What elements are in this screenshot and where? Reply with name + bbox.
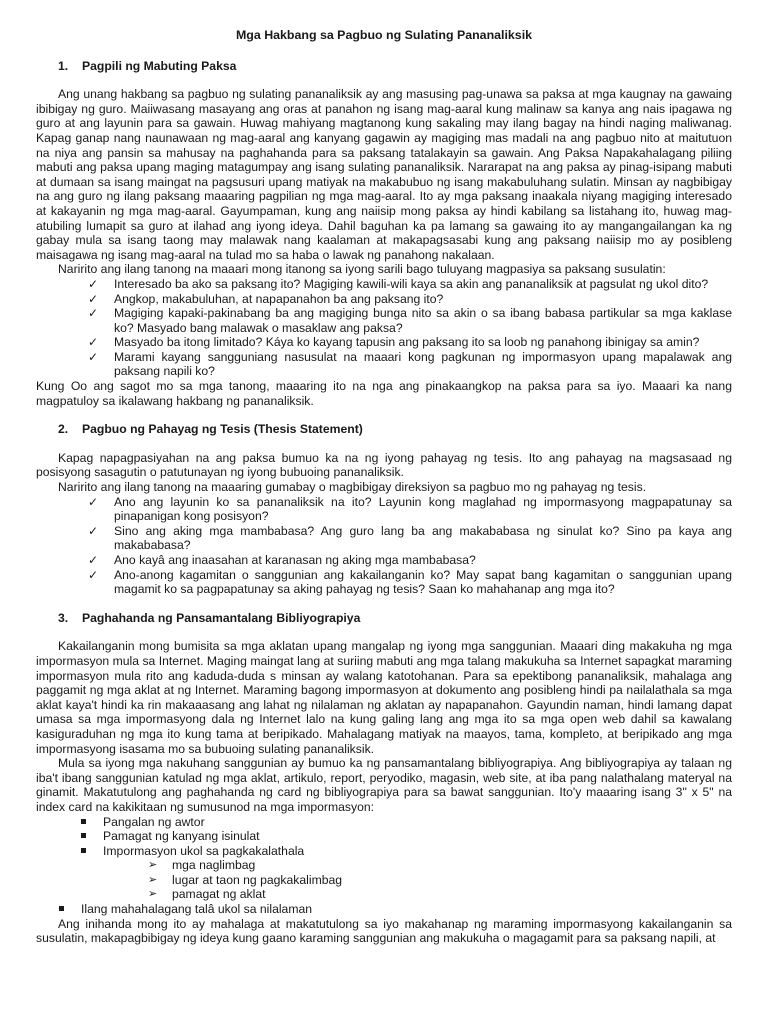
section-3-intro: Kakailanganin mong bumisita sa mga aklatan upang mangalap ng iyong mga sanggunian. Maaari ding makakuha ng mga impormasyon mula sa Internet. Maging maingat lang at suriing mabuti ang mga talang makukuha sa Internet sapagkat maraming impormasyon mula rito ang kaduda-duda s minsan ay walang katotohanan. Para sa epektibong pananaliksik, mahalaga ang paggamit ng mga aklat at ng Internet. Maraming bagong impormasyon at dokumento ang posibleng hindi pa nailalathala sa mga aklat kaya't hindi ka rin makaaasang ang lahat ng nilalaman ng aklatan ay napapanahon. Gayundin naman, hindi lamang dapat umasa sa mga impormasyong dala ng Internet lalo na kung galing lang ang mga ito sa mga open web dahil sa kawalang kasiguraduhan ng mga ito kung tama at beripikado. Mahalagang matiyak na maayos, tama, kompleto, at beripikado ang mga impormasyong isasama mo sa bubuoing sulating pananaliksik.	[36, 639, 732, 756]
section-1-heading	[36, 59, 732, 74]
list-item: Pangalan ng awtor	[103, 815, 732, 830]
section-number: 3.	[58, 610, 69, 625]
list-item: ✓ Sino ang aking mga mambabasa? Ang guro lang ba ang makababasa ng sinulat ko? Sino pa kaya ang makababasa?	[88, 523, 732, 553]
checkmark-icon: ✓	[88, 291, 99, 306]
section-title: Paghahanda ng Pansamantalang Bibliyograpiya	[82, 610, 361, 625]
list-item: Impormasyon ukol sa pagkakalathala	[103, 844, 732, 859]
list-item: ✓ Marami kayang sangguniang nasusulat na maaari kong pagkunan ng impormasyon upang mapalawak ang paksang napili ko?	[88, 349, 732, 379]
checkmark-icon: ✓	[88, 276, 99, 291]
checkmark-icon: ✓	[88, 567, 99, 582]
arrow-bullet-icon: ➢	[148, 888, 158, 901]
section-3-subbullets	[36, 858, 732, 902]
section-number: 2.	[58, 422, 69, 437]
section-1-closing: Kung Oo ang sagot mo sa mga tanong, maaaring ito na nga ang pinakaangkop na paksa para sa iyo. Maaari ka nang magpatuloy sa ikalawang hakbang ng pananaliksik.	[36, 379, 732, 408]
section-title: Pagbuo ng Pahayag ng Tesis (Thesis Statement)	[82, 422, 363, 437]
checkmark-icon: ✓	[88, 349, 99, 364]
section-3-bullets-last	[36, 902, 732, 917]
section-1-lead: Naririto ang ilang tanong na maaari mong itanong sa iyong sarili bago tuluyang magpasiya sa paksang susulatin:	[58, 262, 666, 277]
list-item: ✓ Angkop, makabuluhan, at napapanahon ba ang paksang ito?	[88, 291, 444, 306]
section-2-intro: Kapag napagpasiyahan na ang paksa bumuo ka na ng iyong pahayag ng tesis. Ito ang pahayag na magsasaad ng posisyong sasagutin o patutunayan ng iyong bubuoing pananaliksik.	[36, 450, 732, 480]
section-3-closing: Ang inihanda mong ito ay mahalaga at makatutulong sa iyo makahanap ng maraming impormasyong kakailanganin sa susulatin, makapagbibigay ng ideya kung gaano karaming sanggunian ang makukuha o magagamit para sa paksang napili, at	[36, 916, 732, 946]
list-item: ✓ Ano kayâ ang inaasahan at karanasan ng aking mga mambabasa?	[88, 553, 476, 567]
section-1-intro: Ang unang hakbang sa pagbuo ng sulating pananaliksik ay ang masusing pag-unawa sa paksa at mga kaugnay na gawaing ibibigay ng guro. Maiiwasang masayang ang oras at panahon ng isang mag-aaral kung malinaw sa kanya ang nais ipagawa ng guro at ang layunin para sa gawain. Huwag mahiyang magtanong kung sakaling may ilang bagay na hindi naging maliwanag. Kapag ganap nang naunawaan ng mag-aaral ang kanyang gagawin ay magiging mas madali na ang pagbuo nito at maitutuon na niya ang pansin sa mahusay na paghahanda para sa paksang tatalakayin sa gawain. Ang Paksa Napakahalagang piliing mabuti ang paksa upang maging matagumpay ang isang sulating pananaliksik. Nararapat na ang paksa ay pinag-isipang mabuti at dumaan sa isang maingat na pagsusuri upang matiyak na makabubuo ng isang makabuluhang sulatin. Minsan ay nagbibigay na ang guro ng ilang paksang maaaring pagpilian ng mga mag-aaral. Ito ay mga paksang inaakala niyang magiging interesado at kakayanin ng mga mag-aaral. Gayumpaman, kung ang naiisip mong paksa ay hindi kabilang sa listahang ito, huwag mag-atubiling lumapit sa guro at ilahad ang iyong ideya. Dahil baguhan ka pa lamang sa gawaing ito ay mangangailangan ka ng gabay mula sa isang taong may malawak nang kaalaman at makapagsasabi kung ang paksang naiisip mo ay posibleng maisagawa ng isang mag-aaral na tulad mo sa haba o lawak ng panahong nakalaan.	[36, 87, 732, 262]
list-item: ➢ lugar at taon ng pagkakalimbag	[148, 872, 343, 887]
list-item: Ilang mahahalagang talâ ukol sa nilalaman	[81, 902, 732, 917]
square-bullet-icon	[59, 906, 64, 911]
list-item: ➢ mga naglimbag	[148, 858, 256, 873]
list-item: ✓ Ano ang layunin ko sa pananaliksik na ito? Layunin kong maglahad ng impormasyong magpapatunay sa pinapanigan kong posisyon?	[88, 494, 732, 524]
section-2-heading	[36, 422, 732, 437]
list-item: ✓ Magiging kapaki-pakinabang ba ang magiging bunga nito sa akin o sa ibang babasa partikular sa mga kaklase ko? Masyado bang malawak o masaklaw ang paksa?	[88, 306, 732, 335]
checkmark-icon: ✓	[88, 306, 99, 321]
section-3-lead: Mula sa iyong mga nakuhang sanggunian ay bumuo ka ng pansamantalang bibliyograpiya. Ang bibliyograpiya ay talaan ng iba't ibang sanggunian katulad ng mga aklat, artikulo, report, peryodiko, magasin, web site, at iba pang nalathalang materyal na ginamit. Makatutulong ang paghahanda ng card ng bibliyograpiya para sa bawat sanggunian. Ito'y maaaring isang 3" x 5" na index card na kakikitaan ng sumusunod na mga impormasyon:	[36, 756, 732, 814]
document-title: Mga Hakbang sa Pagbuo ng Sulating Pananaliksik	[235, 28, 533, 42]
square-bullet-icon	[81, 848, 86, 853]
section-3-bullets	[36, 815, 732, 859]
list-item: ➢ pamagat ng aklat	[148, 887, 266, 902]
section-3-heading	[36, 611, 732, 626]
section-title: Pagpili ng Mabuting Paksa	[82, 58, 237, 73]
section-2-checklist	[36, 495, 732, 597]
square-bullet-icon	[81, 819, 86, 824]
checkmark-icon: ✓	[88, 553, 99, 567]
checkmark-icon: ✓	[88, 523, 99, 538]
checkmark-icon: ✓	[88, 335, 99, 350]
arrow-bullet-icon: ➢	[148, 859, 158, 872]
square-bullet-icon	[81, 833, 86, 838]
list-item: ✓ Ano-anong kagamitan o sanggunian ang kakailanganin ko? May sapat bang kagamitan o sanggunian upang magamit ko sa pagpapatunay sa aking pahayag ng tesis? Saan ko mahahanap ang mga ito?	[88, 567, 732, 597]
section-1-checklist	[36, 277, 732, 379]
arrow-bullet-icon: ➢	[148, 873, 158, 886]
list-item: ✓ Interesado ba ako sa paksang ito? Magiging kawili-wili kaya sa akin ang pananaliksik at pagsulat ng ukol dito?	[88, 276, 709, 291]
list-item: ✓ Masyado ba itong limitado? Káya ko kayang tapusin ang paksang ito sa loob ng panahong ibinigay sa amin?	[88, 335, 700, 350]
list-item: Pamagat ng kanyang isinulat	[103, 829, 732, 844]
section-2-lead: Naririto ang ilang tanong na maaaring gumabay o magbibigay direksiyon sa pagbuo mo ng pahayag ng tesis.	[58, 480, 647, 495]
section-number: 1.	[58, 58, 69, 73]
checkmark-icon: ✓	[88, 494, 99, 509]
